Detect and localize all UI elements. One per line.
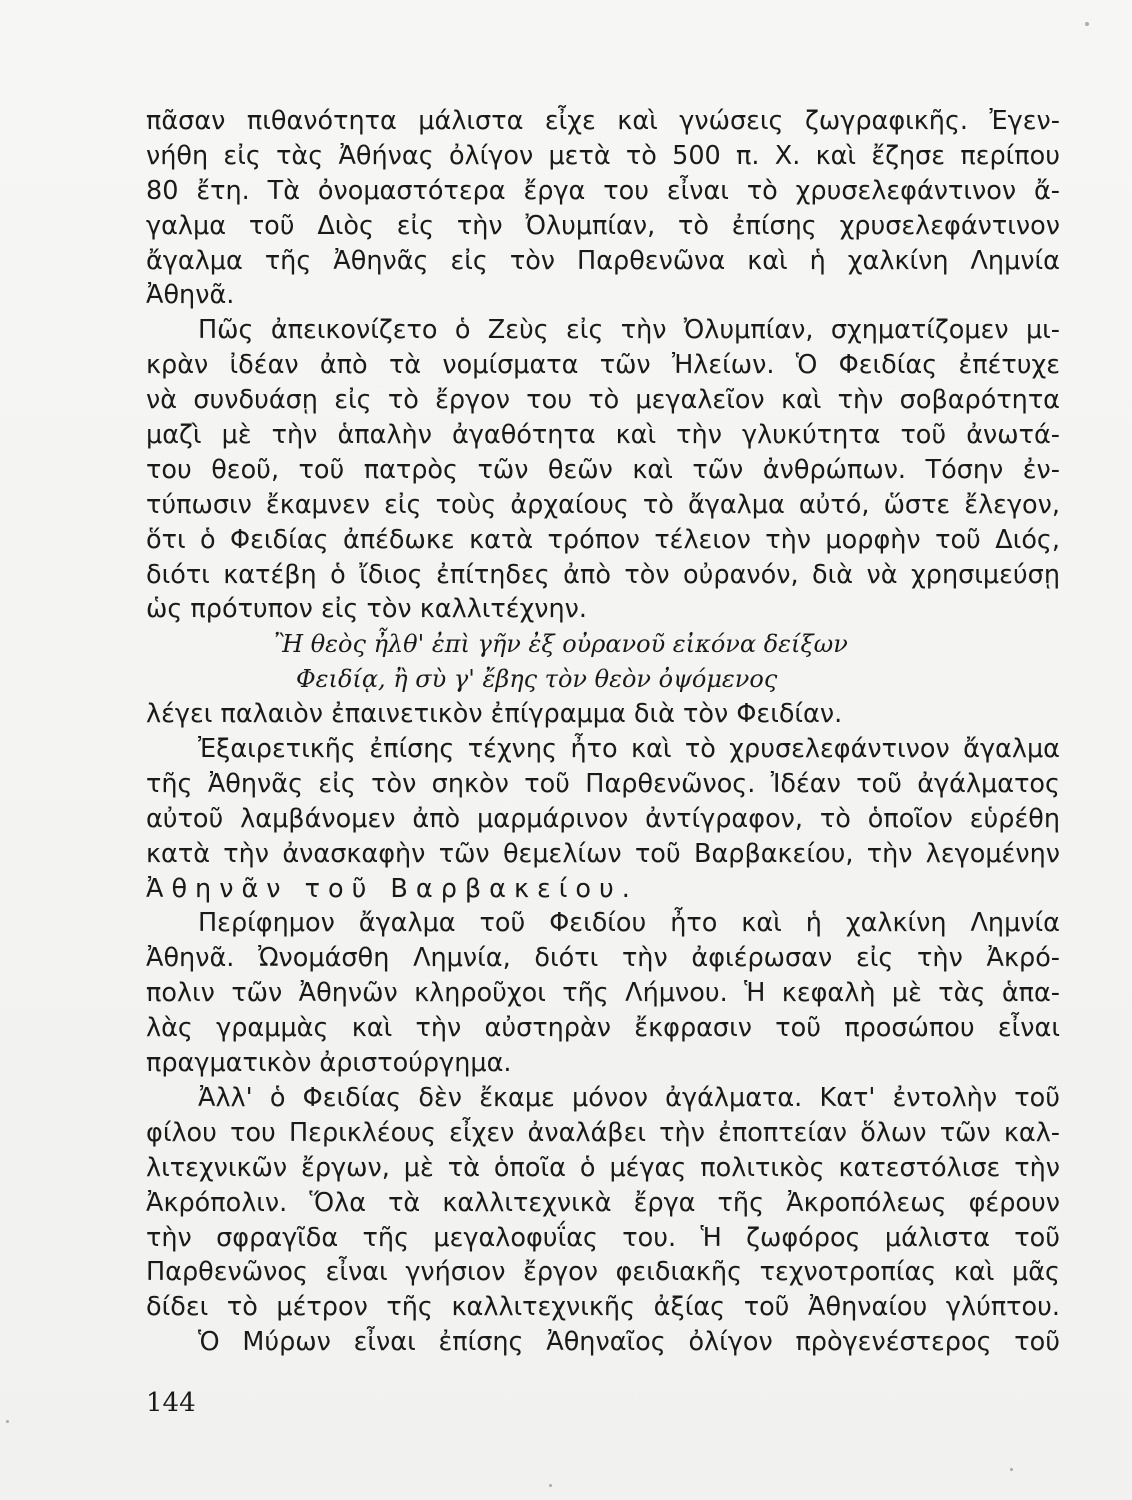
text-line: νήθη εἰς τὰς Ἀθήνας ὀλίγον μετὰ τὸ 500 π. Χ. καὶ ἔζησε περίπου (146, 140, 1060, 171)
text-line: κατὰ τὴν ἀνασκαφὴν τῶν θεμελίων τοῦ Βαρβακείου, τὴν λεγομένην (146, 838, 1060, 869)
text-line: τὴν σφραγῖδα τῆς μεγαλοφυΐας του. Ἡ ζωφόρος μάλιστα τοῦ (146, 1222, 1060, 1253)
text-line: γαλμα τοῦ Διὸς εἰς τὴν Ὀλυμπίαν, τὸ ἐπίσης χρυσελεφάντινον (146, 210, 1060, 241)
text-line: πᾶσαν πιθανότητα μάλιστα εἶχε καὶ γνώσεις ζωγραφικῆς. Ἐγεν- (146, 106, 1060, 136)
text-line: τύπωσιν ἔκαμνεν εἰς τοὺς ἀρχαίους τὸ ἄγαλμα αὐτό, ὥστε ἔλεγον, (146, 489, 1060, 520)
text-line: Ἀθηνᾶ. (146, 280, 235, 311)
text-line: Ἐξαιρετικῆς ἐπίσης τέχνης ἦτο καὶ τὸ χρυσελεφάντινον ἄγαλμα (198, 734, 1060, 765)
paper-speck (1010, 1468, 1013, 1471)
text-line: διότι κατέβη ὁ ἴδιος ἐπίτηδες ἀπὸ τὸν οὐρανόν, διὰ νὰ χρησιμεύσῃ (146, 559, 1060, 590)
text-line: Περίφημον ἄγαλμα τοῦ Φειδίου ἦτο καὶ ἡ χαλκίνη Λημνία (198, 908, 1060, 939)
text-line: Παρθενῶνος εἶναι γνήσιον ἔργον φειδιακῆς τεχνοτροπίας καὶ μᾶς (146, 1257, 1060, 1288)
text-line: ὡς πρότυπον εἰς τὸν καλλιτέχνην. (146, 594, 588, 625)
paper-speck (549, 1484, 552, 1487)
text-line: λέγει παλαιὸν ἐπαινετικὸν ἐπίγραμμα διὰ τὸν Φειδίαν. (146, 699, 843, 730)
paper-speck (1085, 22, 1089, 26)
paper-speck (6, 1420, 9, 1423)
text-line: φίλου του Περικλέους εἶχεν ἀναλάβει τὴν ἐποπτείαν ὅλων τῶν καλ- (146, 1117, 1060, 1148)
text-line: 80 ἔτη. Τὰ ὀνομαστότερα ἔργα του εἶναι τὸ χρυσελεφάντινον ἄ- (146, 175, 1060, 206)
text-line: Ἀθηνᾶν τοῦ Βαρβακείου. (146, 873, 638, 904)
text-line: πραγματικὸν ἀριστούργημα. (146, 1048, 512, 1079)
text-line: πολιν τῶν Ἀθηνῶν κληροῦχοι τῆς Λήμνου. Ἡ κεφαλὴ μὲ τὰς ἁπα- (146, 978, 1060, 1009)
text-line: Ἀθηνᾶ. Ὠνομάσθη Λημνία, διότι τὴν ἀφιέρωσαν εἰς τὴν Ἀκρό- (146, 943, 1060, 974)
text-line: κρὰν ἰδέαν ἀπὸ τὰ νομίσματα τῶν Ἠλείων. Ὁ Φειδίας ἐπέτυχε (146, 350, 1060, 381)
body-text (146, 104, 1060, 1360)
text-line: Ἀκρόπολιν. Ὅλα τὰ καλλιτεχνικὰ ἔργα τῆς Ἀκροπόλεως φέρουν (146, 1187, 1060, 1218)
epigram-line: Ἢ θεὸς ἦλθ' ἐπὶ γῆν ἐξ οὐρανοῦ εἰκόνα δείξων (274, 630, 848, 659)
text-line: λιτεχνικῶν ἔργων, μὲ τὰ ὁποῖα ὁ μέγας πολιτικὸς κατεστόλισε τὴν (146, 1152, 1060, 1183)
text-line: του θεοῦ, τοῦ πατρὸς τῶν θεῶν καὶ τῶν ἀνθρώπων. Τόσην ἐν- (146, 454, 1060, 485)
text-line: ἄγαλμα τῆς Ἀθηνᾶς εἰς τὸν Παρθενῶνα καὶ ἡ χαλκίνη Λημνία (146, 245, 1060, 276)
text-line: Πῶς ἀπεικονίζετο ὁ Ζεὺς εἰς τὴν Ὀλυμπίαν, σχηματίζομεν μι- (198, 315, 1060, 346)
text-line: μαζὶ μὲ τὴν ἁπαλὴν ἀγαθότητα καὶ τὴν γλυκύτητα τοῦ ἀνωτά- (146, 420, 1060, 451)
text-line: δίδει τὸ μέτρον τῆς καλλιτεχνικῆς ἀξίας τοῦ Ἀθηναίου γλύπτου. (146, 1292, 1060, 1323)
text-line: ὅτι ὁ Φειδίας ἀπέδωκε κατὰ τρόπον τέλειον τὴν μορφὴν τοῦ Διός, (146, 524, 1060, 555)
epigram-line: Φειδίᾳ, ἢ σὺ γ' ἔβης τὸν θεὸν ὀψόμενος (296, 665, 778, 694)
page-number: 144 (146, 1388, 196, 1418)
text-line: Ἀλλ' ὁ Φειδίας δὲν ἔκαμε μόνον ἀγάλματα. Κατ' ἐντολὴν τοῦ (198, 1082, 1060, 1113)
text-line: αὐτοῦ λαμβάνομεν ἀπὸ μαρμάρινον ἀντίγραφον, τὸ ὁποῖον εὑρέθη (146, 803, 1060, 834)
text-line: Ὁ Μύρων εἶναι ἐπίσης Ἀθηναῖος ὀλίγον πρὸγενέστερος τοῦ (198, 1327, 1060, 1358)
text-line: τῆς Ἀθηνᾶς εἰς τὸν σηκὸν τοῦ Παρθενῶνος. Ἰδέαν τοῦ ἀγάλματος (146, 768, 1060, 799)
text-line: νὰ συνδυάσῃ εἰς τὸ ἔργον του τὸ μεγαλεῖον καὶ τὴν σοβαρότητα (146, 385, 1060, 416)
text-line: λὰς γραμμὰς καὶ τὴν αὐστηρὰν ἔκφρασιν τοῦ προσώπου εἶναι (146, 1013, 1060, 1044)
